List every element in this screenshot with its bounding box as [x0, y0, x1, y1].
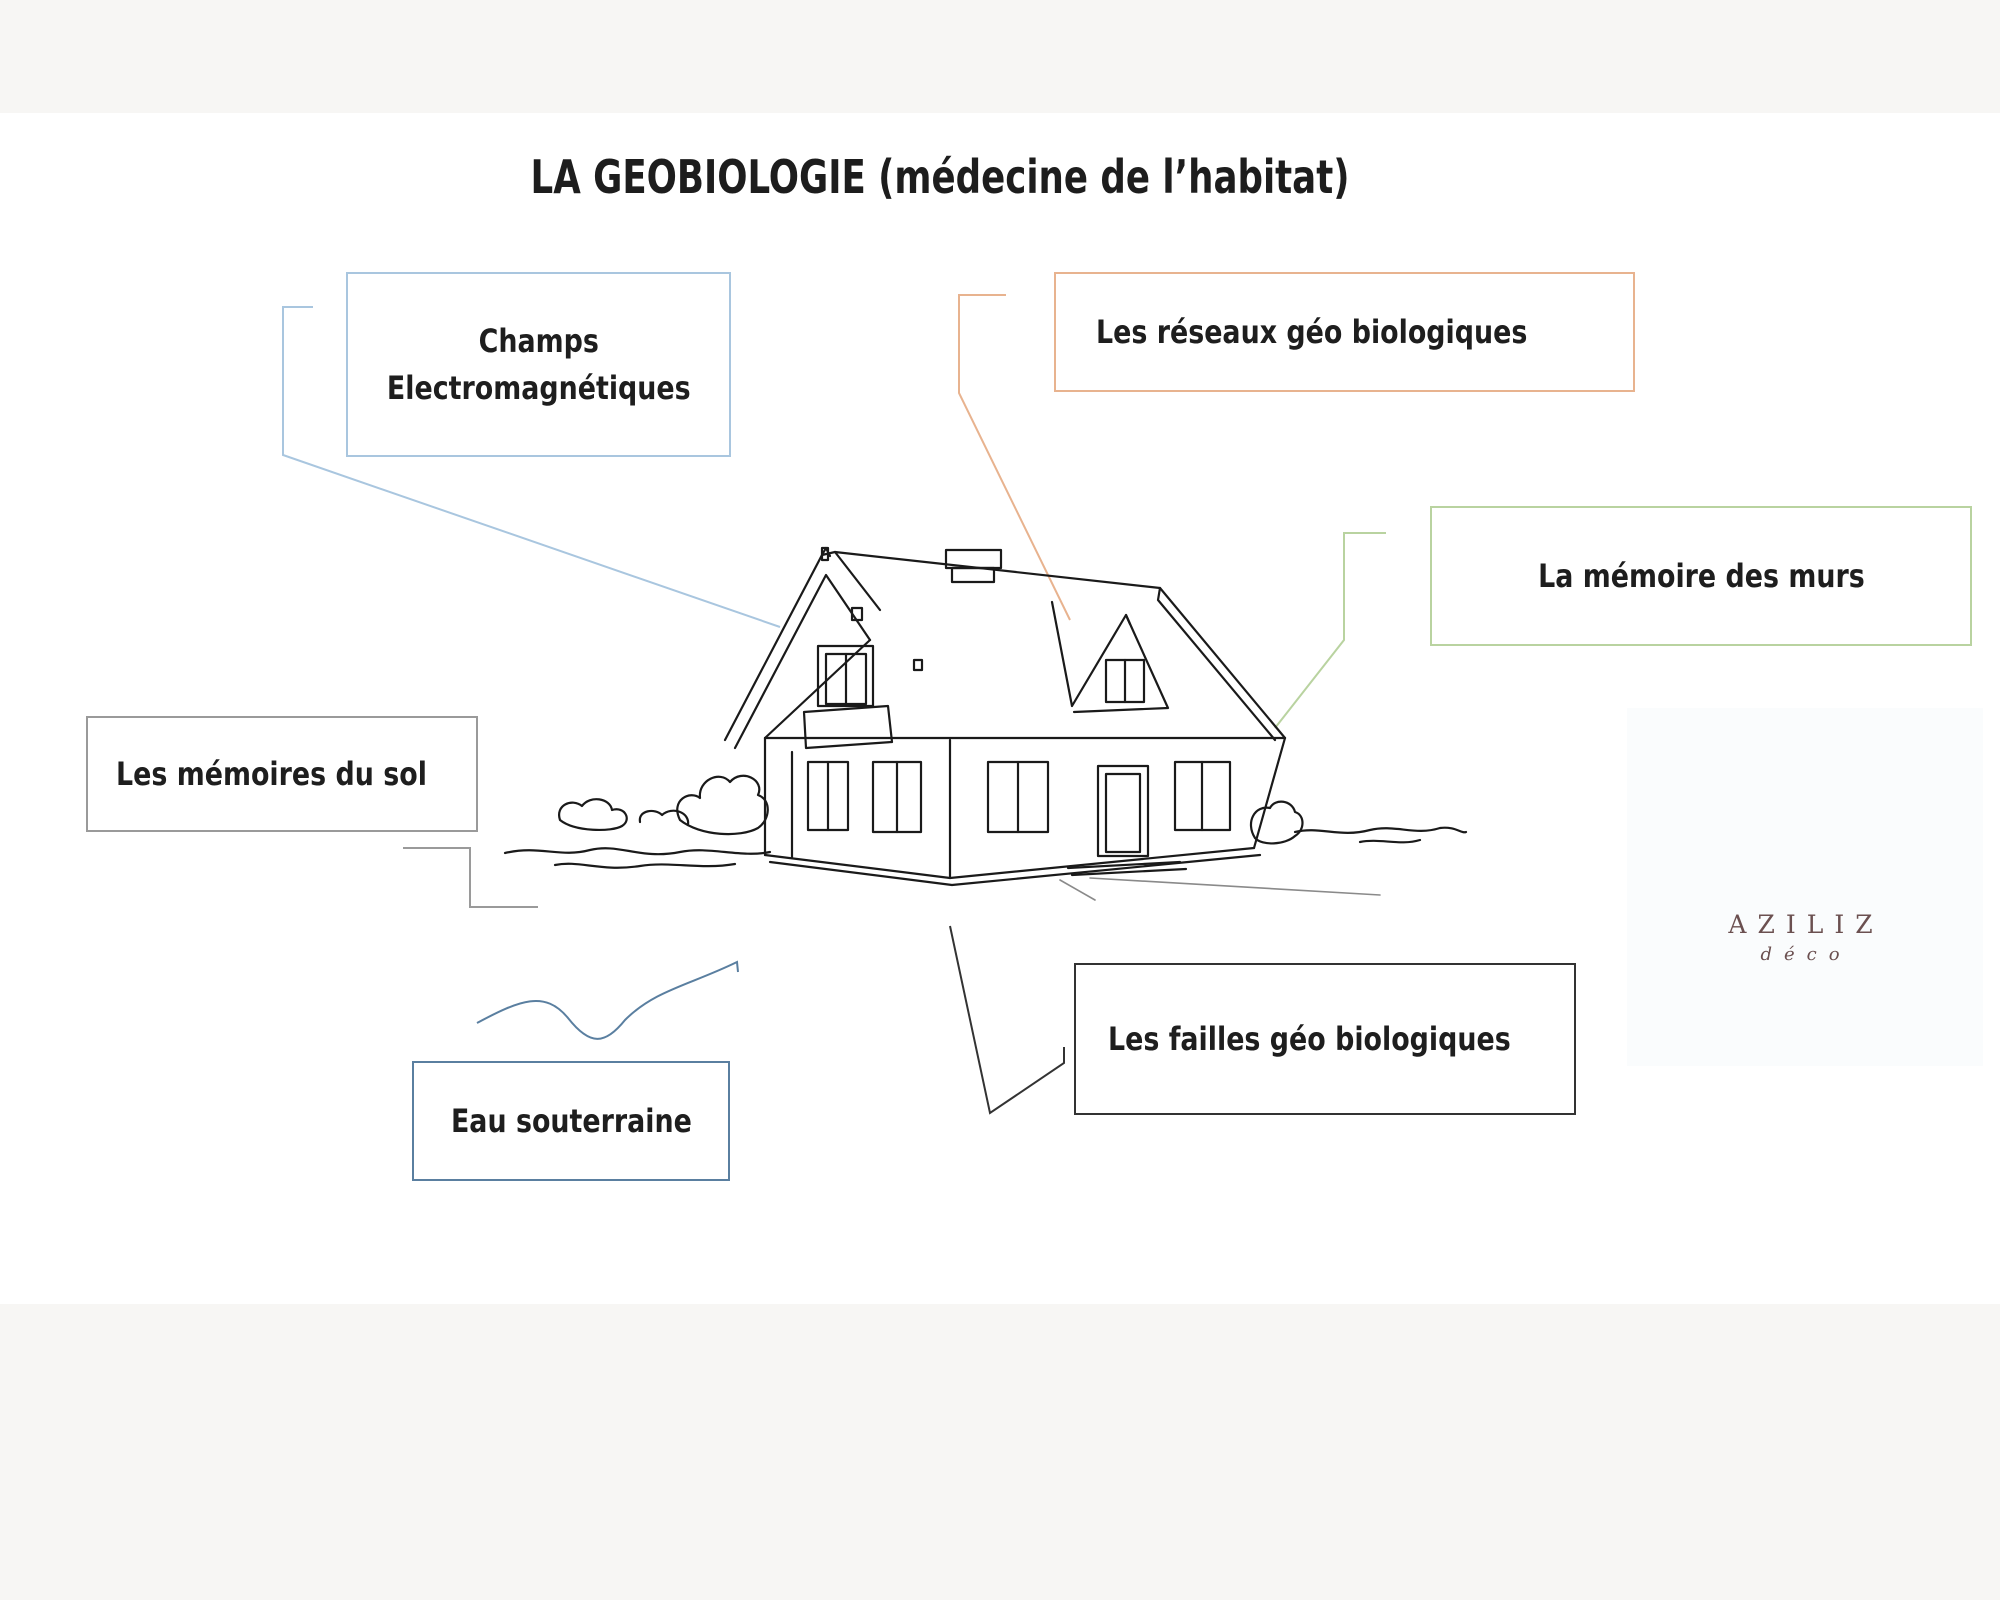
- label-box-failles: [1074, 963, 1576, 1115]
- logo-name: AZILIZ: [1728, 910, 1884, 939]
- label-champs-line-1: Champs: [478, 322, 599, 361]
- label-memoires-sol: Les mémoires du sol: [116, 754, 427, 793]
- label-box-memoires-sol: [86, 716, 478, 832]
- label-box-memoire-murs: [1430, 506, 1972, 646]
- label-box-eau-souterraine: [412, 1061, 730, 1181]
- label-reseaux: Les réseaux géo biologiques: [1096, 312, 1528, 351]
- leader-memoire-murs: [1275, 533, 1386, 728]
- label-champs-line-2: Electromagnétiques: [386, 368, 691, 407]
- label-box-champs-electromagnetiques: [346, 272, 731, 457]
- leader-eau: [477, 962, 738, 1039]
- label-memoire-murs: La mémoire des murs: [1537, 556, 1865, 595]
- leader-failles: [950, 926, 1064, 1113]
- logo-panel: [1627, 708, 1983, 1066]
- label-eau: Eau souterraine: [450, 1101, 692, 1140]
- leader-memoires-sol: [403, 848, 538, 907]
- label-failles: Les failles géo biologiques: [1108, 1019, 1511, 1058]
- label-box-reseaux: [1054, 272, 1635, 392]
- logo-subtitle: déco: [1760, 944, 1852, 965]
- diagram-title: LA GEOBIOLOGIE (médecine de l’habitat): [530, 150, 1350, 204]
